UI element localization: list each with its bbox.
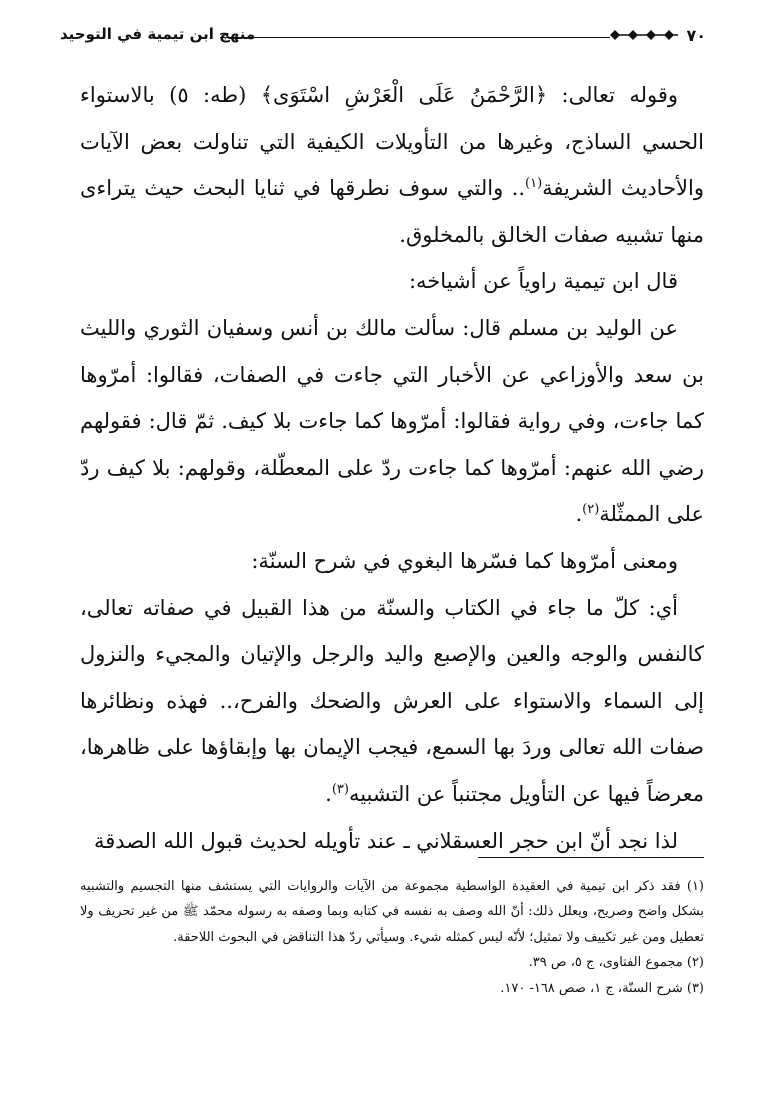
paragraph-text: عن الوليد بن مسلم قال: سألت مالك بن أنس وسفيان الثوري والليث بن سعد والأوزاعي عن الأخبار التي جاءت في الصفات، فقالوا: أمرّوها كما جاءت، وفي رواية فقالوا: أمرّوها كما جاءت بلا كيف. ثمّ قال: فقولهم رضي الله عنهم: أمرّوها كما جاءت ردّ على المعطّلة، وقولهم: بلا كيف ردّ على الممثّلة (80, 315, 704, 527)
paragraph (80, 585, 704, 818)
page-header (60, 22, 706, 52)
footnotes (80, 874, 704, 1001)
paragraph: قال ابن تيمية راوياً عن أشياخه: (408, 269, 678, 294)
paragraph-text: . (325, 781, 332, 806)
paragraph-text: أي: كلّ ما جاء في الكتاب والسنّة من هذا القبيل في صفاته تعالى، كالنفس والوجه والعين والإصبع واليد والرجل والإتيان والمجيء والنزول إلى السماء والاستواء على العرش والضحك والفرح،.. فهذه ونظائرها صفات الله تعالى وردَ بها السمع، فيجب الإيمان بها وإبقاؤها على ظاهرها، معرضاً فيها عن التأويل مجتنباً عن التشبيه (80, 595, 704, 806)
page-number: ٧٠ (686, 26, 706, 45)
main-text (80, 72, 704, 864)
paragraph-text: (طه: ٥) بالاستواء الحسي الساذج، وغيرها من التأويلات الكيفية التي تناولت بعض الآيات والأحاديث الشريفة (80, 83, 705, 201)
paragraph-text: .. والتي سوف نطرقها في ثنايا البحث حيث يتراءى منها تشبيه صفات الخالق بالمخلوق. (80, 176, 704, 247)
footnote-rule (478, 857, 704, 858)
running-title: منهج ابن تيمية في التوحيد (60, 25, 256, 43)
paragraph (80, 305, 704, 538)
paragraph: ومعنى أمرّوها كما فسّرها البغوي في شرح السنّة: (251, 548, 678, 573)
footnote-marker: (٣) (331, 781, 349, 797)
diamond-ornament-icon (608, 28, 678, 42)
paragraph-text: . (575, 502, 583, 527)
footnote: (٣) شرح السنّة، ج ١، صص ١٦٨- ١٧٠. (500, 980, 704, 996)
footnote: (١) فقد ذكر ابن تيمية في العقيدة الواسطية مجموعة من الآيات والروايات التي يستشف منها التجسيم والتشبيه بشكل واضح وصريح، ويعلل ذلك: أنّ الله وصف به نفسه في كتابه وبما وصفه به رسوله محمّد ﷺ من غير تحريف ولا تعطيل ومن غير تكييف ولا تمثيل؛ لأنّه ليس كمثله شيء. وسيأتي ردّ هذا التناقض في البحوث اللاحقة. (80, 879, 704, 945)
quran-verse: ﴿الرَّحْمَنُ عَلَى الْعَرْشِ اسْتَوَى﴾ (260, 83, 548, 107)
footnote: (٢) مجموع الفتاوى، ج ٥، ص ٣٩. (528, 955, 704, 971)
footnote-marker: (١) (525, 176, 543, 192)
header-rule (220, 37, 610, 38)
paragraph: لذا نجد أنّ ابن حجر العسقلاني ـ عند تأويله لحديث قبول الله الصدقة (93, 828, 678, 853)
paragraph-text: وقوله تعالى: (547, 83, 679, 107)
footnote-marker: (٢) (582, 502, 600, 518)
paragraph (80, 72, 704, 258)
